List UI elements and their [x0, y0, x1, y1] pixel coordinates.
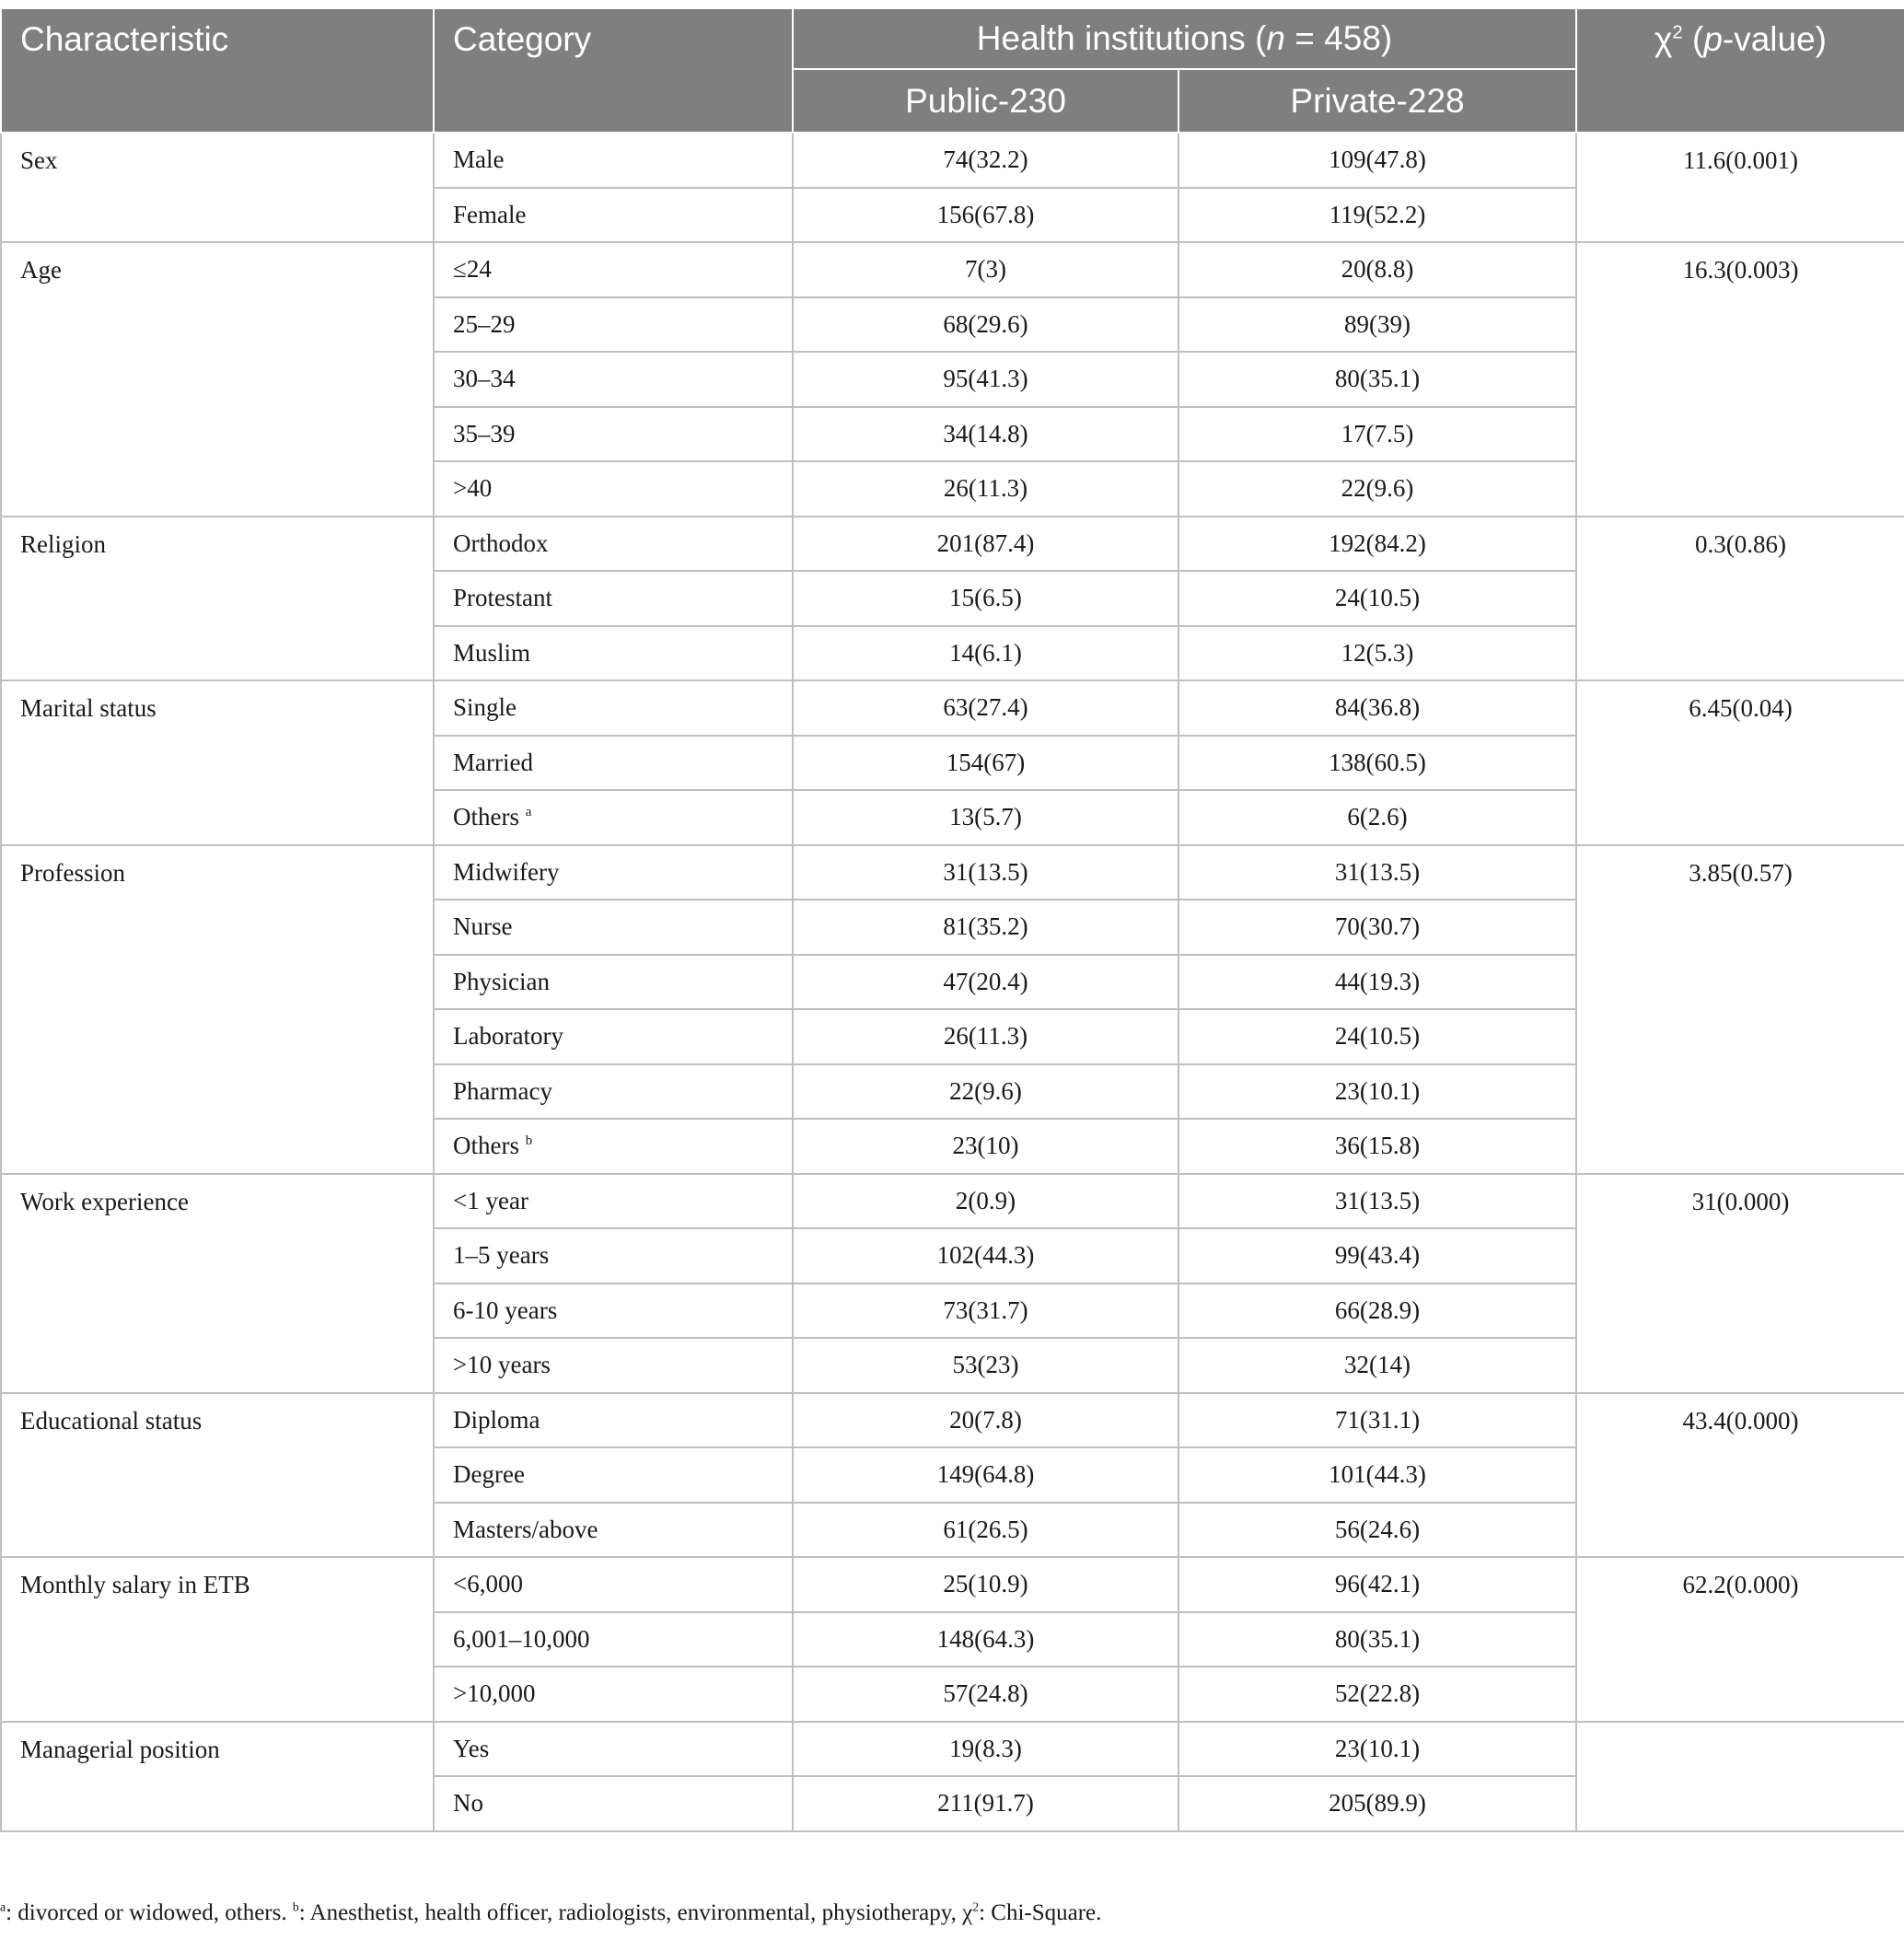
header-public: Public-230 [793, 69, 1178, 133]
private-value-cell: 119(52.2) [1178, 188, 1576, 243]
private-value-cell: 31(13.5) [1178, 1174, 1576, 1229]
category-cell [434, 1447, 793, 1503]
category-label: Others [453, 1132, 526, 1160]
public-value-cell: 22(9.6) [793, 1064, 1178, 1120]
category-cell [434, 188, 793, 243]
chi-square-cell: 11.6(0.001) [1576, 133, 1904, 242]
category-label: ≤24 [453, 255, 492, 284]
category-label: Orthodox [453, 529, 549, 557]
private-value-cell: 17(7.5) [1178, 407, 1576, 462]
public-value-cell: 26(11.3) [793, 461, 1178, 517]
private-value-cell: 52(22.8) [1178, 1667, 1576, 1722]
footnote-a-mark: a [0, 1899, 6, 1914]
category-cell [434, 1557, 793, 1612]
category-label: Masters/above [453, 1515, 598, 1543]
private-value-cell: 44(19.3) [1178, 955, 1576, 1010]
category-cell [434, 1228, 793, 1284]
public-value-cell: 73(31.7) [793, 1284, 1178, 1339]
footnote-marker: b [525, 1133, 533, 1149]
private-value-cell: 138(60.5) [1178, 736, 1576, 791]
private-value-cell: 66(28.9) [1178, 1284, 1576, 1339]
header-hi-n: n [1266, 19, 1285, 57]
private-value-cell: 89(39) [1178, 297, 1576, 353]
category-cell [434, 242, 793, 297]
private-value-cell: 80(35.1) [1178, 352, 1576, 407]
category-label: 1–5 years [453, 1241, 550, 1270]
category-cell [434, 1612, 793, 1667]
table-row [1, 680, 1904, 736]
public-value-cell: 25(10.9) [793, 1557, 1178, 1612]
category-label: 6,001–10,000 [453, 1624, 590, 1653]
category-cell [434, 1338, 793, 1393]
header-chi-symbol: χ [1654, 20, 1673, 58]
category-cell [434, 352, 793, 407]
table-row [1, 242, 1904, 297]
category-label: <6,000 [453, 1570, 523, 1598]
footnote-marker: a [525, 805, 532, 820]
category-label: >40 [453, 474, 493, 503]
category-cell [434, 1776, 793, 1831]
private-value-cell: 80(35.1) [1178, 1612, 1576, 1667]
public-value-cell: 19(8.3) [793, 1722, 1178, 1777]
header-chi-power: 2 [1672, 22, 1683, 43]
public-value-cell: 81(35.2) [793, 900, 1178, 955]
category-cell [434, 790, 793, 845]
demographics-table-container [0, 7, 1904, 1832]
category-cell [434, 1284, 793, 1339]
chi-square-cell: 3.85(0.57) [1576, 845, 1904, 1174]
private-value-cell: 71(31.1) [1178, 1393, 1576, 1448]
public-value-cell: 15(6.5) [793, 571, 1178, 626]
private-value-cell: 6(2.6) [1178, 790, 1576, 845]
category-label: Physician [453, 967, 550, 995]
characteristic-cell: Educational status [1, 1393, 434, 1558]
footnote-chi-power: 2 [972, 1899, 980, 1914]
category-cell [434, 1722, 793, 1777]
demographics-table [0, 7, 1904, 1832]
private-value-cell: 56(24.6) [1178, 1503, 1576, 1558]
public-value-cell: 26(11.3) [793, 1009, 1178, 1064]
private-value-cell: 84(36.8) [1178, 680, 1576, 736]
category-cell [434, 1174, 793, 1229]
private-value-cell: 23(10.1) [1178, 1064, 1576, 1120]
private-value-cell: 32(14) [1178, 1338, 1576, 1393]
chi-square-cell: 43.4(0.000) [1576, 1393, 1904, 1558]
category-label: 25–29 [453, 309, 516, 338]
private-value-cell: 99(43.4) [1178, 1228, 1576, 1284]
chi-square-cell: 16.3(0.003) [1576, 242, 1904, 517]
private-value-cell: 109(47.8) [1178, 133, 1576, 188]
private-value-cell: 22(9.6) [1178, 461, 1576, 517]
public-value-cell: 149(64.8) [793, 1447, 1178, 1503]
table-row [1, 517, 1904, 572]
category-label: >10 years [453, 1351, 551, 1379]
footnote-chi-text: : Chi-Square. [979, 1900, 1102, 1925]
characteristic-cell: Managerial position [1, 1722, 434, 1831]
category-cell [434, 461, 793, 517]
header-chi-square [1576, 8, 1904, 133]
private-value-cell: 12(5.3) [1178, 626, 1576, 681]
public-value-cell: 7(3) [793, 242, 1178, 297]
category-label: Protestant [453, 584, 552, 612]
category-label: Single [453, 693, 517, 722]
header-hi-prefix: Health institutions ( [976, 19, 1267, 57]
public-value-cell: 61(26.5) [793, 1503, 1178, 1558]
public-value-cell: 63(27.4) [793, 680, 1178, 736]
public-value-cell: 211(91.7) [793, 1776, 1178, 1831]
private-value-cell: 70(30.7) [1178, 900, 1576, 955]
public-value-cell: 2(0.9) [793, 1174, 1178, 1229]
public-value-cell: 201(87.4) [793, 517, 1178, 572]
category-cell [434, 1667, 793, 1722]
category-cell [434, 1064, 793, 1120]
category-label: Married [453, 748, 533, 776]
table-row [1, 845, 1904, 900]
category-label: Muslim [453, 638, 531, 667]
public-value-cell: 20(7.8) [793, 1393, 1178, 1448]
characteristic-cell: Work experience [1, 1174, 434, 1393]
category-cell [434, 1503, 793, 1558]
public-value-cell: 47(20.4) [793, 955, 1178, 1010]
characteristic-cell: Marital status [1, 680, 434, 845]
category-cell [434, 955, 793, 1010]
category-label: Nurse [453, 912, 513, 941]
header-health-institutions [793, 8, 1576, 69]
category-cell [434, 626, 793, 681]
footnote-a-text: : divorced or widowed, others. [6, 1900, 293, 1925]
category-cell [434, 133, 793, 188]
chi-square-cell: 6.45(0.04) [1576, 680, 1904, 845]
table-header [1, 8, 1904, 133]
public-value-cell: 102(44.3) [793, 1228, 1178, 1284]
category-cell [434, 297, 793, 353]
category-label: Male [453, 145, 505, 174]
header-characteristic: Characteristic [1, 8, 434, 133]
header-chi-rest: -value) [1722, 20, 1828, 58]
table-row [1, 1393, 1904, 1448]
category-label: >10,000 [453, 1679, 536, 1708]
category-label: Degree [453, 1460, 525, 1489]
public-value-cell: 68(29.6) [793, 297, 1178, 353]
category-label: Pharmacy [453, 1076, 552, 1105]
header-category: Category [434, 8, 793, 133]
public-value-cell: 23(10) [793, 1119, 1178, 1174]
table-row [1, 1174, 1904, 1229]
private-value-cell: 96(42.1) [1178, 1557, 1576, 1612]
category-label: Female [453, 200, 527, 228]
category-cell [434, 845, 793, 900]
private-value-cell: 23(10.1) [1178, 1722, 1576, 1777]
category-label: 35–39 [453, 419, 516, 447]
category-cell [434, 736, 793, 791]
characteristic-cell: Religion [1, 517, 434, 681]
public-value-cell: 53(23) [793, 1338, 1178, 1393]
public-value-cell: 31(13.5) [793, 845, 1178, 900]
category-label: 6-10 years [453, 1295, 558, 1324]
private-value-cell: 24(10.5) [1178, 571, 1576, 626]
category-cell [434, 900, 793, 955]
private-value-cell: 192(84.2) [1178, 517, 1576, 572]
characteristic-cell: Sex [1, 133, 434, 242]
characteristic-cell: Profession [1, 845, 434, 1174]
public-value-cell: 14(6.1) [793, 626, 1178, 681]
characteristic-cell: Age [1, 242, 434, 517]
category-cell [434, 680, 793, 736]
footnote-b-mark: b [292, 1899, 299, 1914]
header-private: Private-228 [1178, 69, 1576, 133]
private-value-cell: 31(13.5) [1178, 845, 1576, 900]
category-label: Yes [453, 1734, 490, 1762]
chi-square-cell: 62.2(0.000) [1576, 1557, 1904, 1722]
public-value-cell: 156(67.8) [793, 188, 1178, 243]
footnote-b-text: : Anesthetist, health officer, radiologists, environmental, physiotherapy, [298, 1900, 963, 1925]
chi-square-cell [1576, 1722, 1904, 1831]
table-body [1, 133, 1904, 1831]
category-label: No [453, 1789, 483, 1818]
table-row [1, 133, 1904, 188]
public-value-cell: 13(5.7) [793, 790, 1178, 845]
category-label: <1 year [453, 1186, 528, 1214]
public-value-cell: 148(64.3) [793, 1612, 1178, 1667]
category-cell [434, 1393, 793, 1448]
private-value-cell: 205(89.9) [1178, 1776, 1576, 1831]
private-value-cell: 24(10.5) [1178, 1009, 1576, 1064]
public-value-cell: 74(32.2) [793, 133, 1178, 188]
chi-square-cell: 31(0.000) [1576, 1174, 1904, 1393]
header-hi-suffix: = 458) [1285, 19, 1393, 57]
chi-square-cell: 0.3(0.86) [1576, 517, 1904, 681]
header-chi-open: ( [1682, 20, 1704, 58]
category-cell [434, 1009, 793, 1064]
private-value-cell: 36(15.8) [1178, 1119, 1576, 1174]
table-row [1, 1722, 1904, 1777]
category-cell [434, 517, 793, 572]
public-value-cell: 57(24.8) [793, 1667, 1178, 1722]
public-value-cell: 154(67) [793, 736, 1178, 791]
public-value-cell: 34(14.8) [793, 407, 1178, 462]
private-value-cell: 101(44.3) [1178, 1447, 1576, 1503]
category-label: Diploma [453, 1405, 540, 1434]
table-footnote [0, 1900, 1101, 1926]
category-cell [434, 571, 793, 626]
characteristic-cell: Monthly salary in ETB [1, 1557, 434, 1722]
category-label: Others [453, 803, 526, 831]
private-value-cell: 20(8.8) [1178, 242, 1576, 297]
footnote-chi-symbol: χ [962, 1900, 973, 1925]
category-label: Laboratory [453, 1022, 563, 1051]
table-row [1, 1557, 1904, 1612]
category-label: 30–34 [453, 365, 516, 393]
category-cell [434, 407, 793, 462]
header-chi-p: p [1703, 20, 1723, 58]
category-cell [434, 1119, 793, 1174]
public-value-cell: 95(41.3) [793, 352, 1178, 407]
category-label: Midwifery [453, 857, 560, 886]
